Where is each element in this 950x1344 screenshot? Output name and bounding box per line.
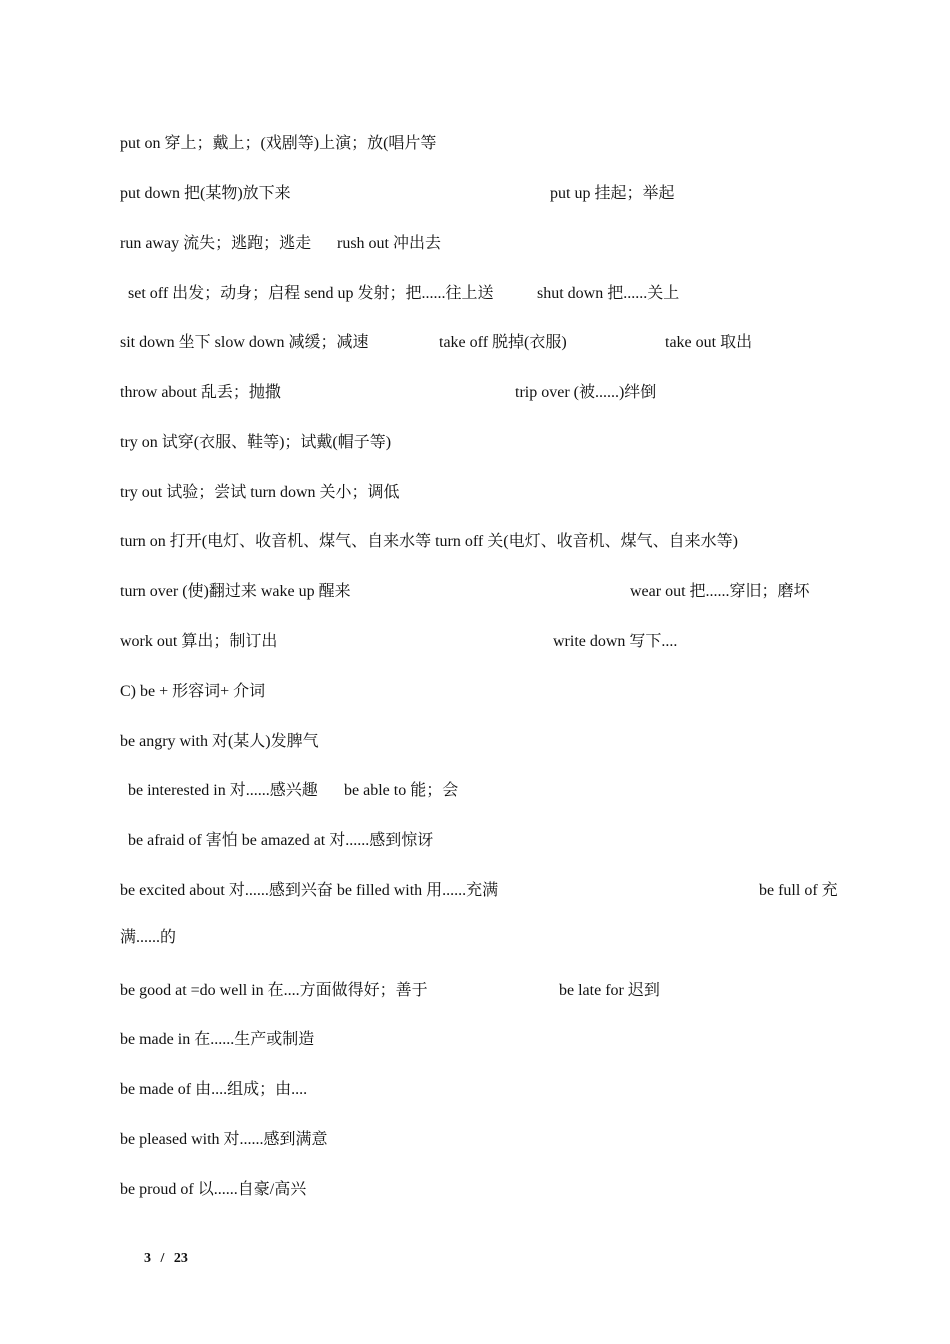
text-segment: be pleased with 对......感到满意 bbox=[120, 1131, 328, 1148]
text-segment: throw about 乱丢；抛撒 bbox=[120, 384, 281, 401]
text-segment: wear out 把......穿旧；磨坏 bbox=[630, 583, 810, 600]
text-segment: take out 取出 bbox=[665, 334, 753, 351]
text-segment: be good at =do well in 在....方面做得好；善于 bbox=[120, 982, 428, 999]
text-segment: be interested in 对......感兴趣 bbox=[128, 782, 318, 799]
text-segment: try out 试验；尝试 turn down 关小；调低 bbox=[120, 484, 400, 501]
text-segment: be angry with 对(某人)发脾气 bbox=[120, 733, 319, 750]
text-segment: be full of 充 bbox=[759, 882, 838, 899]
text-segment: write down 写下.... bbox=[553, 633, 678, 650]
text-segment: put on 穿上；戴上；(戏剧等)上演；放(唱片等 bbox=[120, 135, 437, 152]
text-segment: turn on 打开(电灯、收音机、煤气、自来水等 turn off 关(电灯、收音机、煤气、自来水等) bbox=[120, 533, 738, 550]
text-segment: trip over (被......)绊倒 bbox=[515, 384, 657, 401]
text-segment: try on 试穿(衣服、鞋等)；试戴(帽子等) bbox=[120, 434, 392, 451]
text-segment: C) be + 形容词+ 介词 bbox=[120, 683, 266, 700]
text-segment: 满......的 bbox=[120, 929, 177, 946]
text-segment: shut down 把......关上 bbox=[537, 285, 680, 302]
page-total: 23 bbox=[173, 1251, 188, 1266]
text-segment: be able to 能；会 bbox=[344, 782, 459, 799]
text-segment: turn over (使)翻过来 wake up 醒来 bbox=[120, 583, 351, 600]
text-segment: be late for 迟到 bbox=[559, 982, 660, 999]
page-number bbox=[144, 1248, 188, 1270]
text-segment: be afraid of 害怕 be amazed at 对......感到惊讶 bbox=[128, 832, 434, 849]
text-segment: be proud of 以......自豪/高兴 bbox=[120, 1181, 307, 1198]
text-segment: be excited about 对......感到兴奋 be filled with 用......充满 bbox=[120, 882, 499, 899]
text-segment: set off 出发；动身；启程 send up 发射；把......往上送 bbox=[128, 285, 494, 302]
text-segment: put up 挂起；举起 bbox=[550, 185, 675, 202]
text-segment: rush out 冲出去 bbox=[337, 235, 442, 252]
text-segment: work out 算出；制订出 bbox=[120, 633, 278, 650]
text-segment: be made in 在......生产或制造 bbox=[120, 1031, 315, 1048]
text-segment: put down 把(某物)放下来 bbox=[120, 185, 291, 202]
page-separator: / bbox=[160, 1251, 165, 1266]
text-segment: run away 流失；逃跑；逃走 bbox=[120, 235, 312, 252]
text-segment: sit down 坐下 slow down 减缓；减速 bbox=[120, 334, 369, 351]
page-current: 3 bbox=[144, 1251, 151, 1266]
text-segment: be made of 由....组成；由.... bbox=[120, 1081, 308, 1098]
text-segment: take off 脱掉(衣服) bbox=[439, 334, 567, 351]
